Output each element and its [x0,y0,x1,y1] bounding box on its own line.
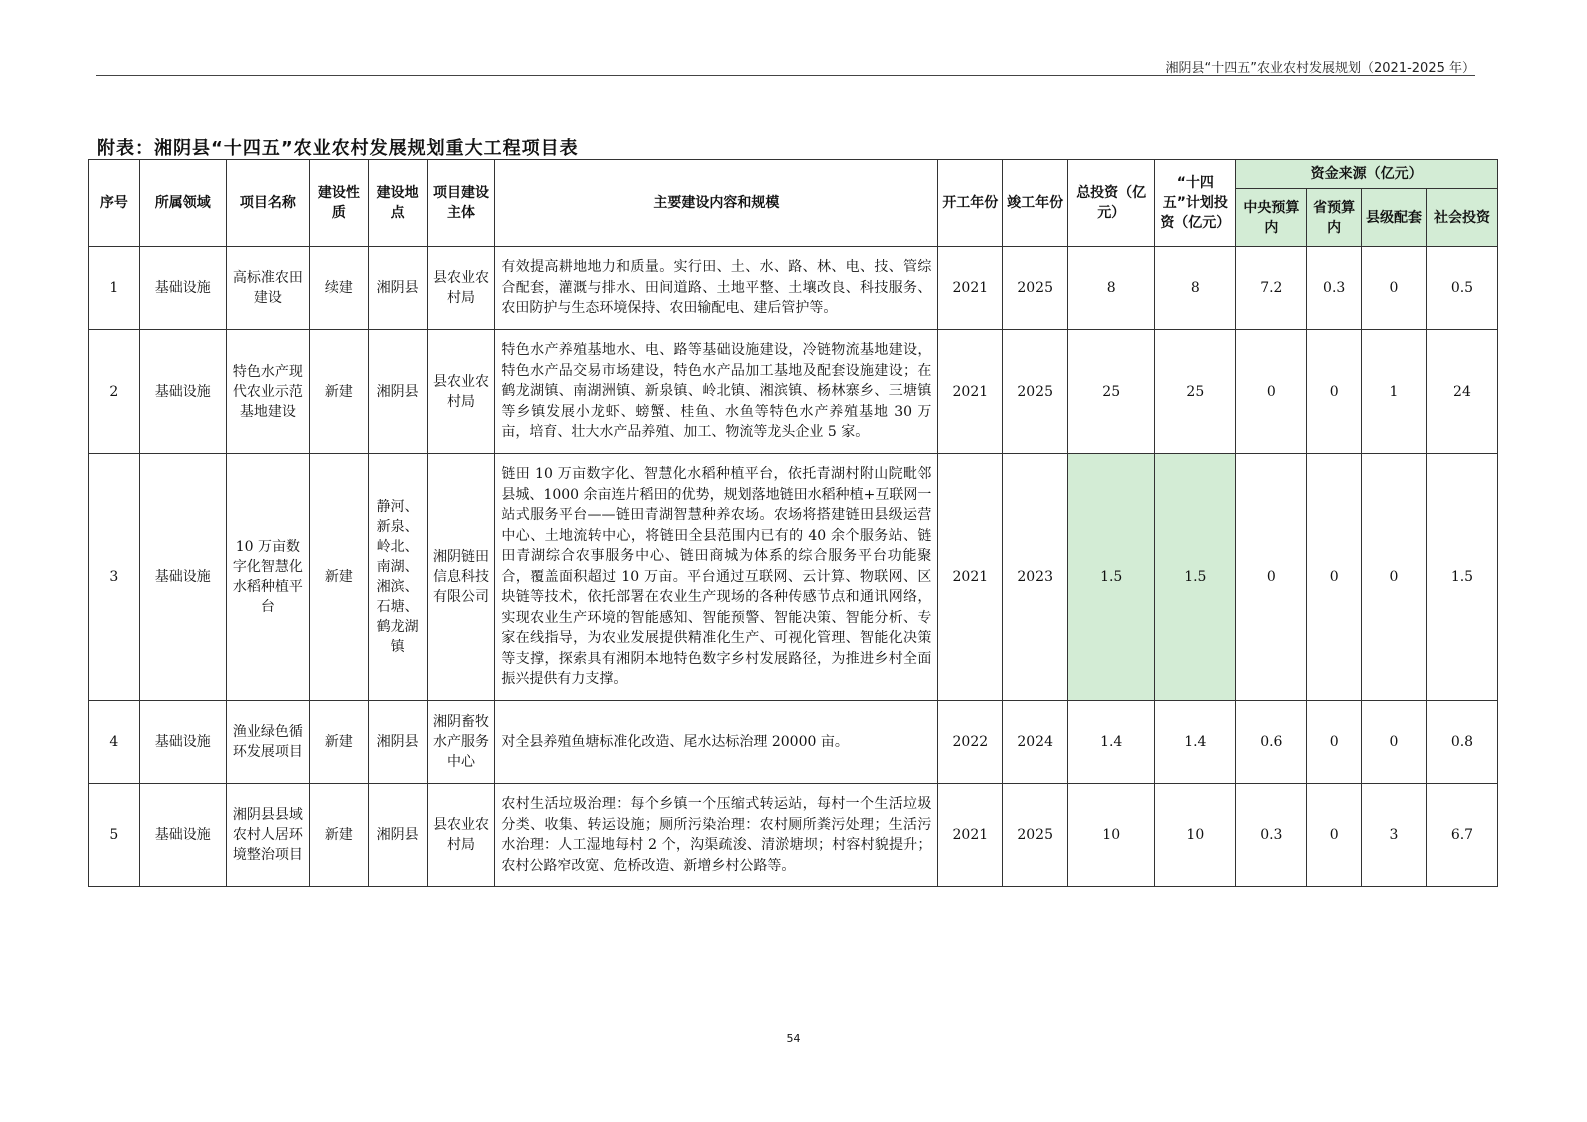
col-header-owner: 项目建设主体 [427,160,495,247]
col-header-name: 项目名称 [226,160,309,247]
cell-seq: 3 [89,454,140,701]
cell-central: 0 [1236,330,1307,454]
cell-location: 湘阴县 [368,784,427,887]
cell-end: 2025 [1003,247,1068,330]
cell-domain: 基础设施 [139,701,226,784]
cell-name: 高标准农田建设 [226,247,309,330]
cell-start: 2021 [938,784,1003,887]
table-row [89,701,1498,784]
cell-end: 2024 [1003,701,1068,784]
cell-county: 0 [1362,454,1427,701]
cell-social: 6.7 [1426,784,1497,887]
cell-county: 1 [1362,330,1427,454]
cell-location: 静河、新泉、岭北、南湖、湘滨、石塘、鹤龙湖镇 [368,454,427,701]
cell-nature: 新建 [309,330,368,454]
table-row [89,330,1498,454]
cell-location: 湘阴县 [368,330,427,454]
cell-plan: 10 [1155,784,1236,887]
cell-total: 10 [1068,784,1155,887]
cell-seq: 4 [89,701,140,784]
cell-location: 湘阴县 [368,247,427,330]
cell-nature: 新建 [309,784,368,887]
cell-provincial: 0 [1307,330,1362,454]
cell-content: 链田 10 万亩数字化、智慧化水稻种植平台，依托青湖村附山院毗邻县城、1000 余亩连片稻田的优势，规划落地链田水稻种植+互联网一站式服务平台——链田青湖智慧种养农场。农场将搭建链田县级运营中心、土地流转中心，将链田全县范围内已有的 40 余个服务站、链田青湖综合农事服务中心、链田商城为体系的综合服务平台功能聚合，覆盖面积超过 10 万亩。平台通过互联网、云计算、物联网、区块链等技术，依托部署在农业生产现场的各种传感节点和通讯网络，实现农业生产环境的智能感知、智能预警、智能决策、智能分析、专家在线指导，为农业发展提供精准化生产、可视化管理、智能化决策等支撑，探索具有湘阴本地特色数字乡村发展路径，为推进乡村全面振兴提供有力支撑。 [495,454,938,701]
cell-central: 0.3 [1236,784,1307,887]
cell-owner: 湘阴畜牧水产服务中心 [427,701,495,784]
cell-owner: 县农业农村局 [427,330,495,454]
cell-social: 24 [1426,330,1497,454]
col-header-content: 主要建设内容和规模 [495,160,938,247]
cell-central: 0 [1236,454,1307,701]
cell-provincial: 0 [1307,701,1362,784]
cell-domain: 基础设施 [139,247,226,330]
table-row [89,454,1498,701]
cell-nature: 新建 [309,701,368,784]
col-header-location: 建设地点 [368,160,427,247]
cell-county: 3 [1362,784,1427,887]
col-header-social: 社会投资 [1426,189,1497,247]
cell-owner: 县农业农村局 [427,247,495,330]
cell-name: 特色水产现代农业示范基地建设 [226,330,309,454]
col-header-nature: 建设性质 [309,160,368,247]
col-header-domain: 所属领域 [139,160,226,247]
cell-domain: 基础设施 [139,454,226,701]
cell-social: 0.8 [1426,701,1497,784]
cell-start: 2021 [938,330,1003,454]
cell-seq: 2 [89,330,140,454]
col-header-start: 开工年份 [938,160,1003,247]
cell-total: 8 [1068,247,1155,330]
col-header-provincial: 省预算内 [1307,189,1362,247]
cell-end: 2025 [1003,330,1068,454]
cell-owner: 县农业农村局 [427,784,495,887]
col-header-end: 竣工年份 [1003,160,1068,247]
cell-total: 1.4 [1068,701,1155,784]
cell-start: 2021 [938,454,1003,701]
col-header-central: 中央预算内 [1236,189,1307,247]
table-row [89,247,1498,330]
cell-county: 0 [1362,247,1427,330]
table-row [89,784,1498,887]
cell-central: 0.6 [1236,701,1307,784]
cell-plan: 1.5 [1155,454,1236,701]
cell-nature: 新建 [309,454,368,701]
cell-start: 2022 [938,701,1003,784]
cell-plan: 1.4 [1155,701,1236,784]
cell-owner: 湘阴链田信息科技有限公司 [427,454,495,701]
project-table [88,159,1498,887]
page-number: 54 [786,1032,801,1045]
cell-provincial: 0 [1307,454,1362,701]
col-header-county: 县级配套 [1362,189,1427,247]
cell-name: 10 万亩数字化智慧化水稻种植平台 [226,454,309,701]
cell-location: 湘阴县 [368,701,427,784]
cell-social: 0.5 [1426,247,1497,330]
col-header-seq: 序号 [89,160,140,247]
cell-content: 农村生活垃圾治理：每个乡镇一个压缩式转运站，每村一个生活垃圾分类、收集、转运设施；厕所污染治理：农村厕所粪污处理；生活污水治理：人工湿地每村 2 个，沟渠疏浚、清淤塘坝；村容村貌提升；农村公路窄改宽、危桥改造、新增乡村公路等。 [495,784,938,887]
cell-domain: 基础设施 [139,784,226,887]
cell-end: 2023 [1003,454,1068,701]
table-title: 附表：湘阴县“十四五”农业农村发展规划重大工程项目表 [97,138,579,159]
col-header-total: 总投资（亿元） [1068,160,1155,247]
col-header-plan: “十四五”计划投资（亿元） [1155,160,1236,247]
running-header: 湘阴县“十四五”农业农村发展规划（2021-2025 年） [1165,61,1475,76]
cell-start: 2021 [938,247,1003,330]
cell-content: 对全县养殖鱼塘标准化改造、尾水达标治理 20000 亩。 [495,701,938,784]
cell-county: 0 [1362,701,1427,784]
cell-provincial: 0 [1307,784,1362,887]
cell-central: 7.2 [1236,247,1307,330]
cell-total: 1.5 [1068,454,1155,701]
cell-social: 1.5 [1426,454,1497,701]
cell-content: 有效提高耕地地力和质量。实行田、土、水、路、林、电、技、管综合配套，灌溉与排水、田间道路、土地平整、土壤改良、科技服务、农田防护与生态环境保持、农田输配电、建后管护等。 [495,247,938,330]
cell-nature: 续建 [309,247,368,330]
col-header-funding: 资金来源（亿元） [1236,160,1498,189]
cell-name: 渔业绿色循环发展项目 [226,701,309,784]
header-rule [96,75,1475,76]
cell-name: 湘阴县县域农村人居环境整治项目 [226,784,309,887]
cell-end: 2025 [1003,784,1068,887]
cell-domain: 基础设施 [139,330,226,454]
cell-content: 特色水产养殖基地水、电、路等基础设施建设，冷链物流基地建设，特色水产品交易市场建设，特色水产品加工基地及配套设施建设；在鹤龙湖镇、南湖洲镇、新泉镇、岭北镇、湘滨镇、杨林寨乡、三塘镇等乡镇发展小龙虾、螃蟹、桂鱼、水鱼等特色水产养殖基地 30 万亩，培育、壮大水产品养殖、加工、物流等龙头企业 5 家。 [495,330,938,454]
cell-plan: 25 [1155,330,1236,454]
cell-provincial: 0.3 [1307,247,1362,330]
cell-total: 25 [1068,330,1155,454]
cell-seq: 5 [89,784,140,887]
cell-seq: 1 [89,247,140,330]
cell-plan: 8 [1155,247,1236,330]
